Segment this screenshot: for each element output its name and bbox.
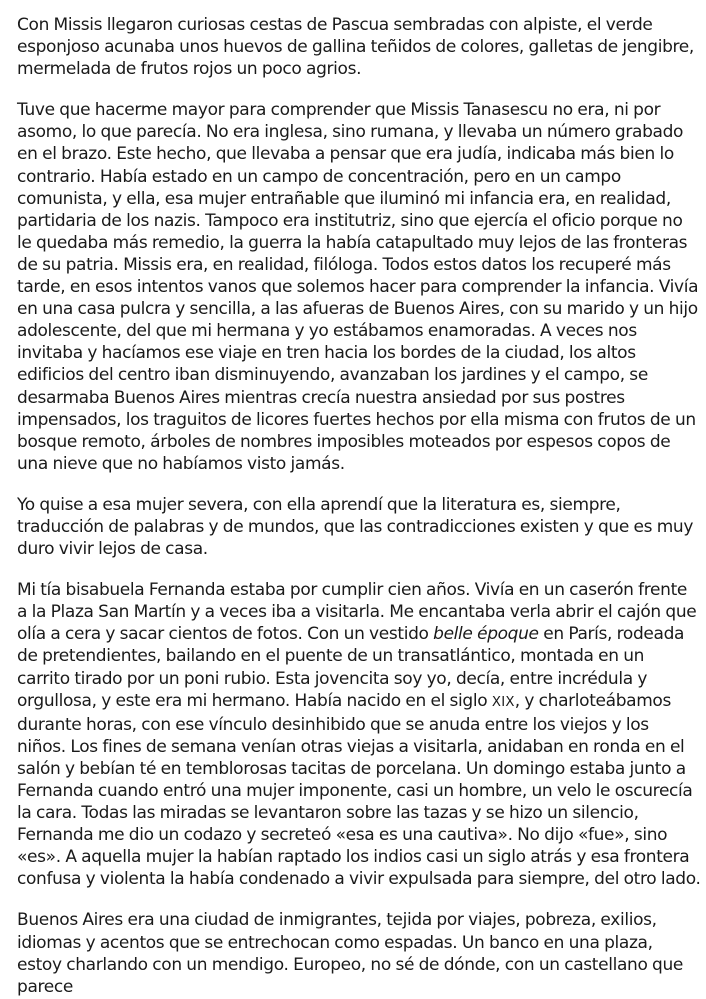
text-segment: Buenos Aires era una ciudad de inmigrantes, tejida por viajes, pobreza, exilios, idiomas y acentos que se entrechocan como espadas. Un banco en una plaza, estoy charlando con un mendigo. Europeo, no sé de dónde, con un castellano que parece (17, 910, 684, 997)
text-segment: en París, rodeada de pretendientes, bailando en el puente de un transatlántico, montada en un carrito tirado por un poni rubio. Esta jovencita soy yo, decía, entre incrédula y orgullosa, y este era mi hermano. Había nacido en el siglo (17, 624, 685, 711)
paragraph (17, 99, 701, 475)
text-segment: Yo quise a esa mujer severa, con ella aprendí que la literatura es, siempre, traducción de palabras y de mundos, que las contradicciones existen y que es muy duro vivir lejos de casa. (17, 494, 694, 560)
text-segment: Tuve que hacerme mayor para comprender que Missis Tanasescu no era, ni por asomo, lo que parecía. No era inglesa, sino rumana, y llevaba un número grabado en el brazo. Este hecho, que llevaba a pensar que era judía, indicaba más bien lo contrario. Había estado en un campo de concentración, pero en un campo comunista, y ella, esa mujer entrañable que iluminó mi infancia era, en realidad, partidaria de los nazis. Tampoco era institutriz, sino que ejercía el oficio porque no le quedaba más remedio, la guerra la había catapultado muy lejos de las fronteras de su patria. Missis era, en realidad, filóloga. Todos estos datos los recuperé más tarde, en esos intentos vanos que solemos hacer para comprender la infancia. Vivía en una casa pulcra y sencilla, a las afueras de Buenos Aires, con su marido y un hijo adolescente, del que mi hermana y yo estábamos enamoradas. A veces nos invitaba y hacíamos ese viaje en tren hacia los bordes de la ciudad, los altos edificios del centro iban disminuyendo, avanzaban los jardines y el campo, se desarmaba Buenos Aires mientras crecía nuestra ansiedad por sus postres impensados, los traguitos de licores fuertes hechos por ella misma con frutos de un bosque remoto, árboles de nombres imposibles moteados por espesos copos de una nieve que no habíamos visto jamás. (17, 100, 699, 474)
small-caps-text: XIX (491, 694, 515, 710)
italic-text: belle époque (433, 624, 539, 645)
paragraph (17, 14, 701, 80)
text-segment: Con Missis llegaron curiosas cestas de Pascua sembradas con alpiste, el verde esponjoso acunaba unos huevos de gallina teñidos de colores, galletas de jengibre, mermelada de frutos rojos un poco agrios. (17, 15, 694, 80)
document-page (17, 14, 701, 998)
body-text (17, 14, 701, 998)
paragraph (17, 909, 701, 997)
text-segment: Mi tía bisabuela Fernanda estaba por cumplir cien años. Vivía en un caserón frente a la Plaza San Martín y a veces iba a visitarla. Me encantaba verla abrir el cajón que olía a cera y sacar cientos de fotos. Con un vestido (17, 580, 697, 645)
text-segment: , y charloteábamos durante horas, con ese vínculo desinhibido que se anuda entre los viejos y los niños. Los fines de semana venían otras viejas a visitarla, anidaban en ronda en el salón y bebían té en temblorosas tacitas de porcelana. Un domingo estaba junto a Fernanda cuando entró una mujer imponente, casi un hombre, un velo le oscurecía la cara. Todas las miradas se levantaron sobre las tazas y se hizo un silencio, Fernanda me dio un codazo y secreteó «esa es una cautiva». No dijo «fue», sino «es». A aquella mujer la habían raptado los indios casi un siglo atrás y esa frontera confusa y violenta la había condenado a vivir expulsada para siempre, del otro lado. (17, 690, 701, 890)
paragraph (17, 494, 701, 560)
paragraph (17, 579, 701, 890)
